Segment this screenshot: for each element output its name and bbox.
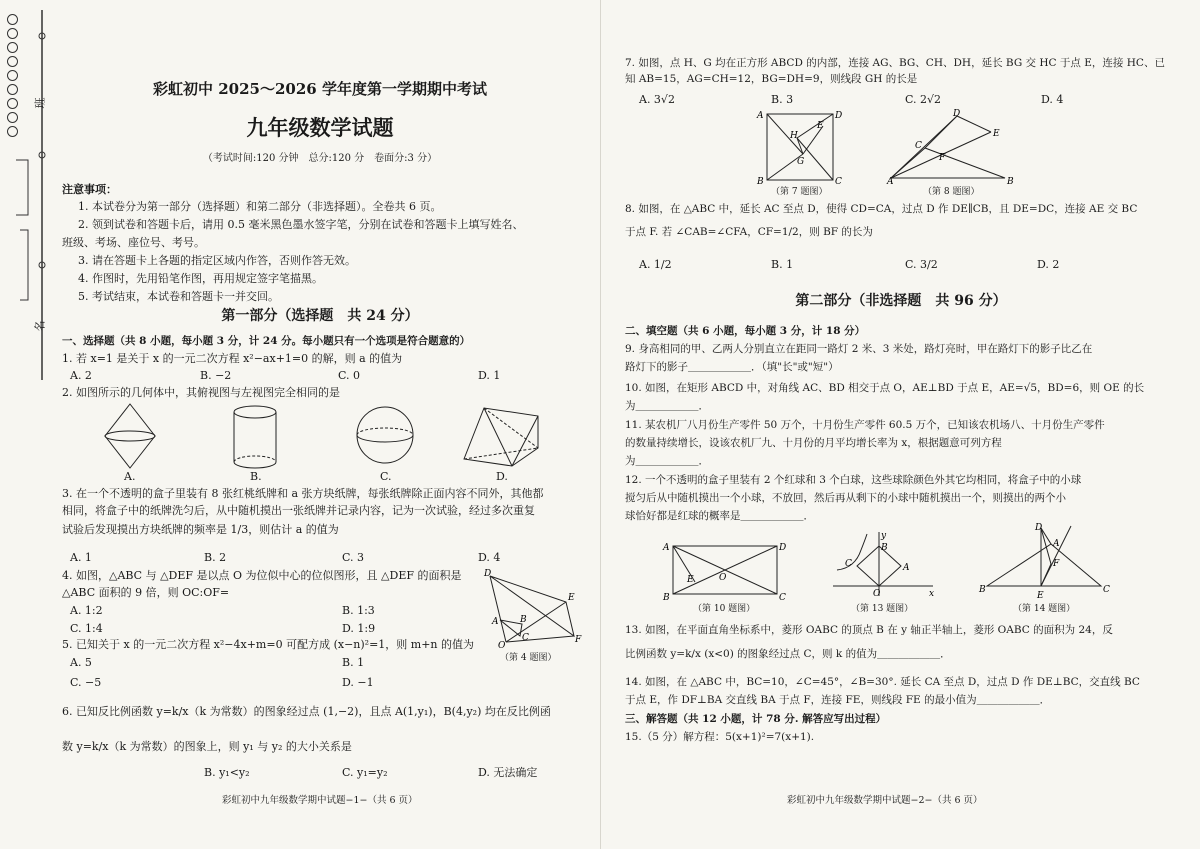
fig-label: B [1007,177,1014,187]
q3-line: 试验后发现摸出方块纸牌的频率是 1/3，则估计 a 的值为 [62,523,339,536]
q3-option-c: C. 3 [342,551,365,564]
fig-label: G [797,157,805,167]
fig-label: D [1035,523,1043,533]
section3-intro: 三、解答题（共 12 小题，计 78 分. 解答应写出过程） [625,713,887,725]
note-item: 1. 本试卷分为第一部分（选择题）和第二部分（非选择题）。全卷共 6 页。 [78,200,442,213]
exam-page-2 [600,0,1200,849]
double-cone-figure [100,402,160,472]
fig-label: O [719,573,727,583]
q5-option-b: B. 1 [342,656,365,669]
note-item: 5. 考试结束，本试卷和答题卡一并交回。 [78,290,279,303]
q10-figure [661,538,791,602]
fig-label: E [568,593,575,603]
q6-option-c: C. y₁=y₂ [342,766,388,779]
fig-label: D [953,109,961,119]
q8-option-b: B. 1 [771,258,794,271]
cylinder-figure [230,404,280,474]
q8-option-d: D. 2 [1037,258,1060,271]
fig-label: x [929,589,935,599]
q11-line: 为＿＿＿＿＿＿． [625,455,709,467]
q2-option-c: C. [380,470,392,483]
fig-label: A [492,617,499,627]
triangular-prism-figure [462,404,542,474]
q12-line: 球恰好都是红球的概率是＿＿＿＿＿＿． [625,510,814,522]
fig-label: F [575,635,582,645]
q5-option-c: C. −5 [70,676,102,689]
q10-line: 10. 如图，在矩形 ABCD 中，对角线 AC、BD 相交于点 O，AE⊥BD 于点 E，AE=√5，BD=6，则 OE 的长 [625,382,1145,394]
q6-option-d: D. 无法确定 [478,766,538,779]
q4-option-a: A. 1:2 [70,604,103,617]
q3-option-b: B. 2 [204,551,227,564]
q2-option-d: D. [496,470,508,483]
fig-label: D [835,111,843,121]
q7-line: 知 AB=15，AG=CH=12，BG=DH=9，则线段 GH 的长是 [625,73,918,85]
q1-option-d: D. 1 [478,369,501,382]
q7-option-d: D. 4 [1041,93,1064,106]
margin-seat-char: 名 [33,320,47,332]
q2-option-b: B. [250,470,262,483]
q6-option-b: B. y₁<y₂ [204,766,250,779]
q4-line: △ABC 面积的 9 倍，则 OC:OF= [62,586,230,599]
q2-stem: 2. 如图所示的几何体中，其俯视图与左视图完全相同的是 [62,386,340,399]
fig-label: E [687,575,694,585]
fig-label: A [1053,539,1060,549]
fig-label: O [498,641,506,651]
q11-line: 的数量持续增长，设该农机厂九、十月份的月平均增长率为 x，根据题意可列方程 [625,437,1002,449]
fig-label: F [939,153,946,163]
q5-stem: 5. 已知关于 x 的一元二次方程 x²−4x+m=0 可配方成 (x−n)²=1，则 m+n 的值为 [62,638,475,651]
q8-option-c: C. 3/2 [905,258,938,271]
fig-label: B [520,615,527,625]
binding-margin [0,0,50,849]
fig-label: A [663,543,670,553]
fig-label: C [835,177,842,187]
fig-label: E [993,129,1000,139]
fig-label: C [915,141,922,151]
q1-option-a: A. 2 [70,369,92,382]
note-item: 2. 领到试卷和答题卡后，请用 0.5 毫米黑色墨水签字笔，分别在试卷和答题卡上填写姓名、 [78,218,524,231]
q3-option-a: A. 1 [70,551,92,564]
q3-option-d: D. 4 [478,551,501,564]
section2-intro: 二、填空题（共 6 小题，每小题 3 分，计 18 分） [625,325,866,337]
fig-label: B [979,585,986,595]
q14-line: 于点 E，作 DF⊥BA 交直线 BA 于点 F，连接 FE，则线段 FE 的最小值为＿＿＿＿＿＿． [625,694,1051,706]
q13-line: 比例函数 y=k/x (x<0) 的图象经过点 C，则 k 的值为＿＿＿＿＿＿． [625,648,951,660]
q4-figure [484,568,584,651]
q1-option-c: C. 0 [338,369,361,382]
q8-figure [887,108,1017,187]
q4-option-b: B. 1:3 [342,604,375,617]
section1-intro: 一、选择题（共 8 小题，每小题 3 分，计 24 分。每小题只有一个选项是符合题意的） [62,335,471,347]
fig-label: F [1053,559,1060,569]
fig-label: O [873,589,881,599]
fig-label: A [887,177,894,187]
fig-label: B [757,177,764,187]
fig-label: B [881,543,888,553]
subject-title: 九年级数学试题 [246,115,394,140]
q14-line: 14. 如图，在 △ABC 中，BC=10，∠C=45°，∠B=30°. 延长 CA 至点 D，过点 D 作 DE⊥BC，交直线 BC [625,676,1140,688]
fig-label: C [779,593,786,603]
note-item: 4. 作图时，先用铅笔作图，再用规定签字笔描黑。 [78,272,323,285]
q3-line: 相同，将盒子中的纸牌洗匀后，从中随机摸出一张纸牌并记录内容，记为一次试验，经过多次重复 [62,504,535,517]
q9-line: 路灯下的影子＿＿＿＿＿＿．（填"长"或"短"） [625,361,839,373]
fig-label: H [790,131,798,141]
page-footer: 彩虹初中九年级数学期中试题−1−（共 6 页） [222,795,418,806]
binding-line [0,0,50,849]
page-footer: 彩虹初中九年级数学期中试题−2−（共 6 页） [787,795,983,806]
fig-label: E [1037,591,1044,601]
exam-info: （考试时间:120 分钟 总分:120 分 卷面分:3 分） [202,153,438,164]
q10-caption: （第 10 题图） [693,604,756,614]
note-item: 3. 请在答题卡上各题的指定区域内作答，否则作答无效。 [78,254,356,267]
q5-option-d: D. −1 [342,676,374,689]
school-exam-title: 彩虹初中 2025～2026 学年度第一学期期中考试 [153,80,487,98]
q13-caption: （第 13 题图） [851,604,914,614]
q2-option-a: A. [124,470,136,483]
q4-option-c: C. 1:4 [70,622,103,635]
fig-label: D [779,543,787,553]
fig-label: A [903,563,910,573]
fig-label: C [1103,585,1110,595]
q7-option-a: A. 3√2 [639,93,675,106]
q13-line: 13. 如图，在平面直角坐标系中，菱形 OABC 的顶点 B 在 y 轴正半轴上，菱形 OABC 的面积为 24，反 [625,624,1113,636]
q11-line: 11. 某农机厂八月份生产零件 50 万个，十月份生产零件 60.5 万个，已知该农机场八、十月份生产零件 [625,419,1105,431]
q1-stem: 1. 若 x=1 是关于 x 的一元二次方程 x²−ax+1=0 的解，则 a 的值为 [62,352,403,365]
q13-figure [829,530,939,600]
q12-line: 12. 一个不透明的盒子里装有 2 个红球和 3 个白球，这些球除颜色外其它均相同，将盒子中的小球 [625,474,1082,486]
q4-caption: （第 4 题图） [500,653,557,663]
fig-label: B [663,593,670,603]
q14-figure [979,524,1109,600]
q4-option-d: D. 1:9 [342,622,376,635]
fig-label: C [522,633,529,643]
q8-line: 8. 如图，在 △ABC 中，延长 AC 至点 D，使得 CD=CA，过点 D 作 DE∥CB，且 DE=DC，连接 AE 交 BC [625,203,1138,215]
sphere-figure [355,404,415,474]
q7-option-c: C. 2√2 [905,93,942,106]
q8-caption: （第 8 题图） [923,187,980,197]
fig-label: C [845,559,852,569]
q1-option-b: B. −2 [200,369,232,382]
q4-line: 4. 如图，△ABC 与 △DEF 是以点 O 为位似中心的位似图形，且 △DEF 的面积是 [62,569,462,582]
q7-caption: （第 7 题图） [771,187,828,197]
q6-line: 6. 已知反比例函数 y=k/x（k 为常数）的图象经过点 (1,−2)，且点 A(1,y₁)，B(4,y₂) 均在反比例函 [62,705,551,718]
fig-label: E [817,121,824,131]
q7-option-b: B. 3 [771,93,794,106]
fig-label: y [881,531,887,541]
q8-option-a: A. 1/2 [639,258,672,271]
q8-line: 于点 F. 若 ∠CAB=∠CFA，CF=1/2，则 BF 的长为 [625,226,873,238]
q14-caption: （第 14 题图） [1013,604,1076,614]
part2-title: 第二部分（非选择题 共 96 分） [795,293,1007,309]
q7-line: 7. 如图，点 H、G 均在正方形 ABCD 的内部，连接 AG、BG、CH、DH，延长 BG 交 HC 于点 E，连接 HC、已 [625,57,1165,69]
q12-line: 搅匀后从中随机摸出一个小球，不放回，然后再从剩下的小球中随机摸出一个，则摸出的两个小 [625,492,1066,504]
note-item: 班级、考场、座位号、考号。 [62,236,205,249]
q7-figure [757,108,847,188]
q15-stem: 15.（5 分）解方程：5(x+1)²=7(x+1). [625,731,815,743]
q5-option-a: A. 5 [70,656,92,669]
margin-name-char: 班 [33,97,47,109]
fig-label: A [757,111,764,121]
q9-line: 9. 身高相同的甲、乙两人分别直立在距同一路灯 2 米、3 米处，路灯亮时，甲在路灯下的影子比乙在 [625,343,1093,355]
q6-line: 数 y=k/x（k 为常数）的图象上，则 y₁ 与 y₂ 的大小关系是 [62,740,352,753]
fig-label: D [484,569,492,579]
part1-title: 第一部分（选择题 共 24 分） [221,308,419,324]
q3-line: 3. 在一个不透明的盒子里装有 8 张红桃纸牌和 a 张方块纸牌，每张纸牌除正面内容不同外，其他都 [62,487,544,500]
q10-line: 为＿＿＿＿＿＿． [625,400,709,412]
notes-heading: 注意事项： [62,183,117,196]
